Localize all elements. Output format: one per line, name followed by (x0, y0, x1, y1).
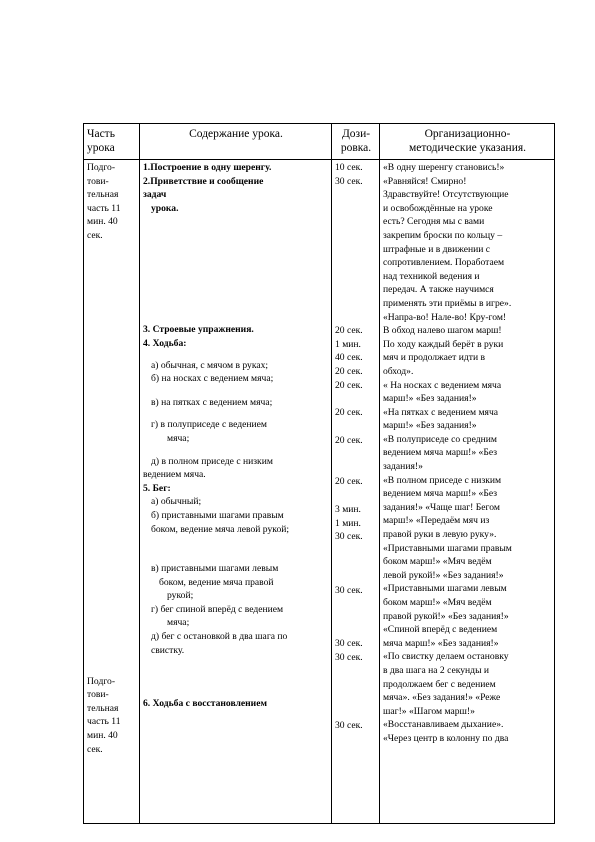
note-line: правой рукой!» «Без задания!» (383, 610, 509, 622)
part-block-1: Подго- тови- тельная часть 11 мин. 40 сек. (87, 162, 121, 241)
note-line: над техникой ведения и (383, 270, 480, 282)
note-line: «Равняйся! Смирно! (383, 175, 467, 187)
lesson-plan-table (83, 123, 555, 824)
run-b: б) приставными шагами правым (151, 509, 284, 521)
table-row (84, 160, 555, 824)
note-line: «В одну шеренгу становись!» (383, 162, 505, 173)
note-line: задания!» (383, 461, 423, 473)
note-line: закрепим броски по кольцу – (383, 229, 503, 241)
note-line: мяча». «Без задания!» «Реже (383, 692, 501, 704)
note-line: правой руки в левую руку». (383, 529, 497, 541)
note-line: ведением мяча марш!» «Без (383, 447, 498, 459)
content-item-3: 3. Строевые упражнения. (143, 324, 254, 336)
note-line: « На носках с ведением мяча (383, 379, 502, 391)
walk-e: д) в полном приседе с низким (151, 455, 273, 467)
note-line: есть? Сегодня мы с вами (383, 216, 485, 228)
header-notes: Организационно- методические указания. (380, 124, 555, 160)
notes-cell (380, 160, 555, 824)
run-c: в) приставными шагами левым (151, 563, 279, 575)
note-line: марш!» «Передаём мяч из (383, 515, 490, 527)
notes-list (383, 161, 552, 746)
walk-d: г) в полуприседе с ведением (151, 419, 267, 431)
note-line: и освобождённые на уроке (383, 202, 493, 214)
note-line: «Напра-во! Нале-во! Кру-гом! (383, 311, 507, 323)
dose-cell: 10 сек. 30 сек. 20 сек. 1 мин. 40 сек. 20 сек. 20 сек. 20 сек. 20 сек. 20 сек. 3 мин. 1 мин. 30 сек. 30 сек. 30 сек. 30 сек. 30 сек. (332, 160, 380, 824)
run-d: г) бег спиной вперёд с ведением (151, 603, 284, 615)
note-line: левой рукой!» «Без задания!» (383, 569, 504, 581)
note-line: штрафные и в движении с (383, 243, 491, 255)
note-line: «Спиной вперёд с ведением (383, 624, 498, 636)
content-item-6: 6. Ходьба с восстановлением (143, 698, 268, 710)
run-a: а) обычный; (151, 496, 202, 508)
note-line: «Восстанавливаем дыхание». (383, 719, 504, 731)
content-item-5: 5. Бег: (143, 482, 171, 494)
note-line: «Через центр в колонну по два (383, 732, 509, 744)
note-line: «В полуприседе со средним (383, 433, 497, 445)
note-line: марш!» «Без задания!» (383, 420, 477, 432)
note-line: боком марш!» «Мяч ведём (383, 556, 492, 568)
run-e: д) бег с остановкой в два шага по (151, 631, 288, 643)
note-line: передач. А также научимся (383, 284, 494, 296)
header-part: Часть урока (84, 124, 140, 160)
note-line: «Приставными шагами левым (383, 583, 507, 595)
table-header-row (84, 124, 555, 160)
content-item-2: 2.Приветствие и сообщение (143, 175, 264, 187)
note-line: «На пятках с ведением мяча (383, 406, 499, 418)
note-line: мяч и продолжает идти в (383, 352, 486, 364)
note-line: в два шага на 2 секунды и (383, 664, 490, 676)
note-line: «Приставными шагами правым (383, 542, 512, 554)
note-line: боком марш!» «Мяч ведём (383, 597, 492, 608)
walk-c: в) на пятках с ведением мяча; (151, 396, 273, 408)
header-content: Содержание урока. (140, 124, 332, 160)
content-item-1: 1.Построение в одну шеренгу. (143, 162, 272, 173)
part-cell (84, 160, 140, 824)
note-line: В обход налево шагом марш! (383, 325, 502, 337)
header-dose: Дози- ровка. (332, 124, 380, 160)
note-line: По ходу каждый берёт в руки (383, 338, 504, 350)
note-line: обход». (383, 365, 414, 377)
note-line: шаг!» «Шагом марш!» (383, 705, 475, 717)
part-block-2: Подго- тови- тельная часть 11 мин. 40 сек. (87, 675, 121, 755)
content-item-4: 4. Ходьба: (143, 337, 187, 349)
note-line: применять эти приёмы в игре». (383, 297, 512, 309)
note-line: продолжаем бег с ведением (383, 678, 496, 690)
note-line: мяча марш!» «Без задания!» (383, 637, 499, 649)
walk-b: б) на носках с ведением мяча; (151, 373, 274, 385)
note-line: «По свистку делаем остановку (383, 651, 509, 663)
note-line: сопротивлением. Поработаем (383, 257, 505, 269)
content-cell: 1.Построение в одну шеренгу. 2.Приветствие и сообщение задач урока. 3. Строевые упражнения. 4. Ходьба: а) обычная, с мячом в руках; б) на носках с ведением мяча; в) на пятках с ведением мяча; г) в полуприседе с ведением мяча; д) в полном приседе с низким ведением мяча. 5. Бег: а) обычный; б) приставными шагами правым боком, ведение мяча левой рукой; в) приставными шагами левым боком, ведение мяча правой рукой; г) бег спиной вперёд с ведением мяча; д) бег с остановкой в два шага по свистку. 6. Ходьба с восстановлением (140, 160, 332, 824)
note-line: Здравствуйте! Отсутствующие (383, 189, 509, 201)
note-line: марш!» «Без задания!» (383, 393, 477, 405)
note-line: задания!» «Чаще шаг! Бегом (383, 501, 500, 513)
note-line: ведением мяча марш!» «Без (383, 488, 498, 500)
note-line: «В полном приседе с низким (383, 474, 502, 486)
walk-a: а) обычная, с мячом в руках; (151, 359, 269, 371)
